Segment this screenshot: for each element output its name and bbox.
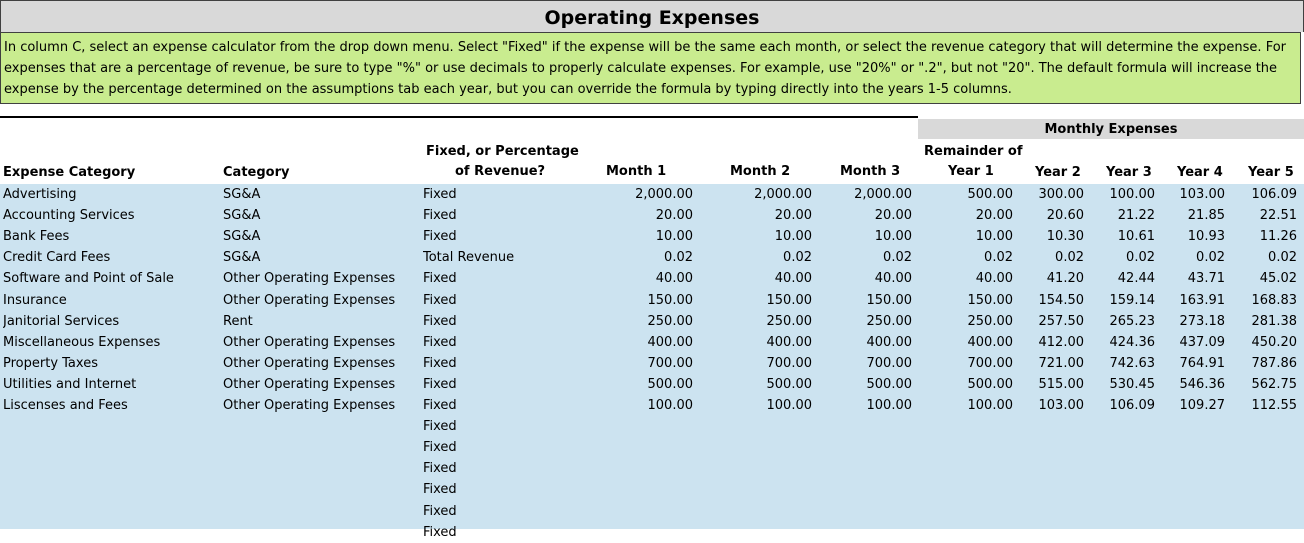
expense-category-cell[interactable] bbox=[3, 416, 218, 437]
month-3-cell[interactable]: 150.00 bbox=[866, 292, 912, 308]
remainder-year-1-cell[interactable]: 0.02 bbox=[984, 250, 1013, 266]
year-5-cell[interactable]: 22.51 bbox=[1259, 208, 1297, 224]
expense-category-cell[interactable]: Liscenses and Fees bbox=[3, 398, 128, 413]
year-2-cell[interactable]: 412.00 bbox=[1038, 334, 1084, 350]
month-3-cell[interactable] bbox=[820, 479, 912, 500]
year-2-cell[interactable]: 257.50 bbox=[1038, 313, 1084, 329]
month-3-cell[interactable]: 2,000.00 bbox=[854, 187, 912, 202]
table-row bbox=[0, 458, 1304, 479]
month-3-cell[interactable]: 700.00 bbox=[866, 355, 912, 371]
expense-category-cell[interactable] bbox=[3, 458, 218, 479]
year-2-cell[interactable] bbox=[1020, 416, 1084, 437]
expense-category-cell[interactable]: Insurance bbox=[3, 292, 67, 308]
year-4-cell[interactable]: 21.85 bbox=[1187, 208, 1225, 224]
header-fixed-line1: Fixed, or Percentage bbox=[426, 144, 579, 159]
year-2-cell[interactable] bbox=[1020, 437, 1084, 458]
year-4-cell[interactable] bbox=[1160, 437, 1225, 458]
year-2-cell[interactable] bbox=[1020, 458, 1084, 479]
month-2-cell[interactable] bbox=[720, 501, 812, 522]
expense-category-cell[interactable]: Accounting Services bbox=[3, 208, 135, 224]
expense-category-cell[interactable]: Janitorial Services bbox=[3, 313, 120, 329]
month-2-cell[interactable] bbox=[720, 522, 812, 543]
year-5-cell[interactable] bbox=[1230, 501, 1297, 522]
month-2-cell[interactable]: 150.00 bbox=[766, 292, 812, 308]
month-1-cell[interactable] bbox=[600, 416, 693, 437]
month-1-cell[interactable]: 2,000.00 bbox=[635, 187, 693, 202]
expense-category-cell[interactable]: Credit Card Fees bbox=[3, 250, 111, 266]
month-2-cell[interactable] bbox=[720, 479, 812, 500]
year-2-cell[interactable]: 103.00 bbox=[1038, 398, 1084, 413]
year-3-cell[interactable]: 530.45 bbox=[1109, 376, 1155, 392]
expense-category-cell[interactable]: Miscellaneous Expenses bbox=[3, 334, 161, 350]
category-cell[interactable] bbox=[223, 416, 418, 437]
month-1-cell[interactable] bbox=[600, 479, 693, 500]
month-3-cell[interactable] bbox=[820, 416, 912, 437]
header-remainder-line2: Year 1 bbox=[948, 164, 994, 179]
table-row bbox=[0, 247, 1304, 268]
category-cell[interactable]: Other Operating Expenses bbox=[223, 292, 396, 308]
year-3-cell[interactable]: 265.23 bbox=[1109, 313, 1155, 329]
category-cell[interactable]: Rent bbox=[223, 313, 253, 329]
calculator-type-cell[interactable]: Fixed bbox=[423, 398, 457, 413]
month-1-cell[interactable]: 400.00 bbox=[647, 334, 693, 350]
month-1-cell[interactable]: 100.00 bbox=[647, 398, 693, 413]
year-3-cell[interactable]: 742.63 bbox=[1109, 355, 1155, 371]
month-3-cell[interactable]: 400.00 bbox=[866, 334, 912, 350]
year-4-cell[interactable] bbox=[1160, 479, 1225, 500]
category-cell[interactable] bbox=[223, 522, 418, 543]
calculator-type-cell[interactable]: Fixed bbox=[423, 524, 457, 540]
category-cell[interactable]: Other Operating Expenses bbox=[223, 376, 396, 392]
month-3-cell[interactable] bbox=[820, 437, 912, 458]
year-3-cell[interactable]: 424.36 bbox=[1109, 334, 1155, 350]
year-5-cell[interactable]: 0.02 bbox=[1268, 250, 1297, 266]
month-2-cell[interactable] bbox=[720, 458, 812, 479]
remainder-year-1-cell[interactable]: 20.00 bbox=[975, 208, 1013, 224]
year-4-cell[interactable]: 764.91 bbox=[1179, 355, 1225, 371]
remainder-year-1-cell[interactable]: 150.00 bbox=[967, 292, 1013, 308]
table-row bbox=[0, 416, 1304, 437]
table-row bbox=[0, 226, 1304, 247]
year-4-cell[interactable]: 109.27 bbox=[1179, 398, 1225, 413]
year-5-cell[interactable]: 450.20 bbox=[1251, 334, 1297, 350]
remainder-year-1-cell[interactable] bbox=[920, 458, 1013, 479]
year-4-cell[interactable]: 43.71 bbox=[1187, 271, 1225, 287]
year-5-cell[interactable] bbox=[1230, 416, 1297, 437]
remainder-year-1-cell[interactable]: 500.00 bbox=[967, 187, 1013, 202]
month-2-cell[interactable]: 2,000.00 bbox=[754, 187, 812, 202]
table-row bbox=[0, 437, 1304, 458]
month-3-cell[interactable] bbox=[820, 501, 912, 522]
remainder-year-1-cell[interactable]: 10.00 bbox=[975, 229, 1013, 245]
table-row bbox=[0, 479, 1304, 500]
table-row bbox=[0, 332, 1304, 353]
remainder-year-1-cell[interactable] bbox=[920, 479, 1013, 500]
month-1-cell[interactable] bbox=[600, 458, 693, 479]
calculator-type-cell[interactable]: Fixed bbox=[423, 376, 457, 392]
year-4-cell[interactable] bbox=[1160, 458, 1225, 479]
year-2-cell[interactable]: 721.00 bbox=[1038, 355, 1084, 371]
month-3-cell[interactable]: 10.00 bbox=[874, 229, 912, 245]
calculator-type-cell[interactable]: Fixed bbox=[423, 208, 457, 224]
calculator-type-cell[interactable]: Fixed bbox=[423, 482, 457, 498]
year-4-cell[interactable] bbox=[1160, 501, 1225, 522]
remainder-year-1-cell[interactable] bbox=[920, 501, 1013, 522]
year-2-cell[interactable]: 0.02 bbox=[1055, 250, 1084, 266]
month-2-cell[interactable]: 700.00 bbox=[766, 355, 812, 371]
calculator-type-cell[interactable]: Fixed bbox=[423, 229, 457, 245]
year-3-cell[interactable]: 42.44 bbox=[1117, 271, 1155, 287]
month-2-cell[interactable]: 250.00 bbox=[766, 313, 812, 329]
year-2-cell[interactable]: 154.50 bbox=[1038, 292, 1084, 308]
month-1-cell[interactable] bbox=[600, 501, 693, 522]
remainder-year-1-cell[interactable] bbox=[920, 522, 1013, 543]
header-year-4: Year 4 bbox=[1177, 165, 1223, 180]
calculator-type-cell[interactable]: Total Revenue bbox=[423, 250, 515, 266]
month-1-cell[interactable]: 150.00 bbox=[647, 292, 693, 308]
year-3-cell[interactable] bbox=[1090, 479, 1155, 500]
month-3-cell[interactable] bbox=[820, 458, 912, 479]
table-row bbox=[0, 311, 1304, 332]
year-4-cell[interactable]: 437.09 bbox=[1179, 334, 1225, 350]
month-2-cell[interactable]: 10.00 bbox=[774, 229, 812, 245]
expense-category-cell[interactable] bbox=[3, 501, 218, 522]
year-5-cell[interactable]: 45.02 bbox=[1259, 271, 1297, 287]
calculator-type-cell[interactable]: Fixed bbox=[423, 271, 457, 287]
expense-category-cell[interactable] bbox=[3, 479, 218, 500]
month-1-cell[interactable]: 20.00 bbox=[655, 208, 693, 224]
year-5-cell[interactable]: 787.86 bbox=[1251, 355, 1297, 371]
instructions-text: In column C, select an expense calculator from the drop down menu. Select "Fixed" if the expense will be the same each month, or select the revenue category that will determine the expense. For expenses that are a percentage of revenue, be sure to type "%" or use decimals to properly calculate expenses. For example, use "20%" or ".2", but not "20". The default formula will increase the expense by the percentage determined on the assumptions tab each year, but you can override the formula by typing directly into the years 1-5 columns. bbox=[0, 32, 1301, 104]
header-fixed-line2: of Revenue? bbox=[455, 164, 546, 179]
monthly-expenses-header: Monthly Expenses bbox=[918, 119, 1304, 139]
year-3-cell[interactable]: 0.02 bbox=[1126, 250, 1155, 266]
category-cell[interactable]: SG&A bbox=[223, 208, 261, 224]
expense-category-cell[interactable]: Software and Point of Sale bbox=[3, 271, 174, 287]
remainder-year-1-cell[interactable]: 400.00 bbox=[967, 334, 1013, 350]
calculator-type-cell[interactable]: Fixed bbox=[423, 503, 457, 519]
header-year-3: Year 3 bbox=[1106, 165, 1152, 180]
month-1-cell[interactable]: 700.00 bbox=[647, 355, 693, 371]
year-3-cell[interactable]: 10.61 bbox=[1117, 229, 1155, 245]
year-3-cell[interactable]: 21.22 bbox=[1117, 208, 1155, 224]
expense-category-cell[interactable] bbox=[3, 437, 218, 458]
month-1-cell[interactable]: 500.00 bbox=[647, 376, 693, 392]
category-cell[interactable]: SG&A bbox=[223, 229, 261, 245]
calculator-type-cell[interactable]: Fixed bbox=[423, 461, 457, 477]
remainder-year-1-cell[interactable]: 100.00 bbox=[967, 398, 1013, 413]
month-2-cell[interactable]: 0.02 bbox=[783, 250, 812, 266]
month-3-cell[interactable]: 40.00 bbox=[874, 271, 912, 287]
remainder-year-1-cell[interactable] bbox=[920, 437, 1013, 458]
table-row bbox=[0, 501, 1304, 522]
table-row bbox=[0, 184, 1304, 205]
year-4-cell[interactable] bbox=[1160, 416, 1225, 437]
month-2-cell[interactable]: 20.00 bbox=[774, 208, 812, 224]
year-2-cell[interactable] bbox=[1020, 479, 1084, 500]
calculator-type-cell[interactable]: Fixed bbox=[423, 419, 457, 435]
year-3-cell[interactable] bbox=[1090, 437, 1155, 458]
table-row bbox=[0, 290, 1304, 311]
month-2-cell[interactable] bbox=[720, 437, 812, 458]
table-row bbox=[0, 395, 1304, 416]
month-2-cell[interactable]: 40.00 bbox=[774, 271, 812, 287]
year-5-cell[interactable]: 106.09 bbox=[1251, 187, 1297, 202]
table-row bbox=[0, 522, 1304, 543]
month-1-cell[interactable] bbox=[600, 522, 693, 543]
calculator-type-cell[interactable]: Fixed bbox=[423, 440, 457, 456]
table-row bbox=[0, 353, 1304, 374]
header-year-5: Year 5 bbox=[1248, 165, 1294, 180]
month-2-cell[interactable]: 400.00 bbox=[766, 334, 812, 350]
remainder-year-1-cell[interactable]: 250.00 bbox=[967, 313, 1013, 329]
expense-category-cell[interactable]: Property Taxes bbox=[3, 355, 98, 371]
year-5-cell[interactable] bbox=[1230, 458, 1297, 479]
remainder-year-1-cell[interactable]: 700.00 bbox=[967, 355, 1013, 371]
header-expense-category: Expense Category bbox=[3, 165, 136, 180]
expense-category-cell[interactable] bbox=[3, 522, 218, 543]
year-2-cell[interactable]: 10.30 bbox=[1046, 229, 1084, 245]
year-3-cell[interactable]: 100.00 bbox=[1109, 187, 1155, 202]
year-5-cell[interactable]: 281.38 bbox=[1251, 313, 1297, 329]
calculator-type-cell[interactable]: Fixed bbox=[423, 355, 457, 371]
calculator-type-cell[interactable]: Fixed bbox=[423, 292, 457, 308]
header-divider bbox=[0, 116, 918, 118]
month-1-cell[interactable] bbox=[600, 437, 693, 458]
year-5-cell[interactable]: 11.26 bbox=[1259, 229, 1297, 245]
expense-category-cell[interactable]: Advertising bbox=[3, 187, 77, 202]
year-5-cell[interactable]: 168.83 bbox=[1251, 292, 1297, 308]
year-5-cell[interactable] bbox=[1230, 437, 1297, 458]
remainder-year-1-cell[interactable] bbox=[920, 416, 1013, 437]
category-cell[interactable]: Other Operating Expenses bbox=[223, 271, 396, 287]
category-cell[interactable]: SG&A bbox=[223, 187, 261, 202]
year-4-cell[interactable] bbox=[1160, 522, 1225, 543]
year-3-cell[interactable]: 106.09 bbox=[1109, 398, 1155, 413]
header-month-3: Month 3 bbox=[840, 164, 901, 179]
table-row bbox=[0, 205, 1304, 226]
category-cell[interactable] bbox=[223, 501, 418, 522]
expense-category-cell[interactable]: Bank Fees bbox=[3, 229, 70, 245]
year-2-cell[interactable]: 41.20 bbox=[1046, 271, 1084, 287]
year-4-cell[interactable]: 10.93 bbox=[1187, 229, 1225, 245]
year-5-cell[interactable] bbox=[1230, 479, 1297, 500]
year-2-cell[interactable]: 515.00 bbox=[1038, 376, 1084, 392]
month-3-cell[interactable] bbox=[820, 522, 912, 543]
year-3-cell[interactable] bbox=[1090, 501, 1155, 522]
category-cell[interactable] bbox=[223, 437, 418, 458]
month-1-cell[interactable]: 0.02 bbox=[664, 250, 693, 266]
calculator-type-cell[interactable]: Fixed bbox=[423, 334, 457, 350]
category-cell[interactable]: Other Operating Expenses bbox=[223, 398, 396, 413]
month-2-cell[interactable] bbox=[720, 416, 812, 437]
remainder-year-1-cell[interactable]: 40.00 bbox=[975, 271, 1013, 287]
year-5-cell[interactable]: 112.55 bbox=[1251, 398, 1297, 413]
year-5-cell[interactable]: 562.75 bbox=[1251, 376, 1297, 392]
category-cell[interactable]: SG&A bbox=[223, 250, 261, 266]
month-2-cell[interactable]: 500.00 bbox=[766, 376, 812, 392]
header-month-1: Month 1 bbox=[606, 164, 667, 179]
header-month-2: Month 2 bbox=[730, 164, 791, 179]
year-4-cell[interactable]: 0.02 bbox=[1196, 250, 1225, 266]
expense-category-cell[interactable]: Utilities and Internet bbox=[3, 376, 137, 392]
year-2-cell[interactable]: 300.00 bbox=[1038, 187, 1084, 202]
month-3-cell[interactable]: 250.00 bbox=[866, 313, 912, 329]
year-4-cell[interactable]: 546.36 bbox=[1179, 376, 1225, 392]
year-4-cell[interactable]: 103.00 bbox=[1179, 187, 1225, 202]
year-5-cell[interactable] bbox=[1230, 522, 1297, 543]
month-3-cell[interactable]: 20.00 bbox=[874, 208, 912, 224]
remainder-year-1-cell[interactable]: 500.00 bbox=[967, 376, 1013, 392]
year-3-cell[interactable] bbox=[1090, 416, 1155, 437]
year-4-cell[interactable]: 163.91 bbox=[1179, 292, 1225, 308]
calculator-type-cell[interactable]: Fixed bbox=[423, 187, 457, 202]
category-cell[interactable]: Other Operating Expenses bbox=[223, 334, 396, 350]
table-row bbox=[0, 268, 1304, 289]
month-3-cell[interactable]: 500.00 bbox=[866, 376, 912, 392]
month-1-cell[interactable]: 40.00 bbox=[655, 271, 693, 287]
month-1-cell[interactable]: 250.00 bbox=[647, 313, 693, 329]
year-4-cell[interactable]: 273.18 bbox=[1179, 313, 1225, 329]
month-3-cell[interactable]: 100.00 bbox=[866, 398, 912, 413]
calculator-type-cell[interactable]: Fixed bbox=[423, 313, 457, 329]
year-3-cell[interactable] bbox=[1090, 458, 1155, 479]
category-cell[interactable]: Other Operating Expenses bbox=[223, 355, 396, 371]
month-2-cell[interactable]: 100.00 bbox=[766, 398, 812, 413]
table-row bbox=[0, 374, 1304, 395]
year-3-cell[interactable]: 159.14 bbox=[1109, 292, 1155, 308]
month-1-cell[interactable]: 10.00 bbox=[655, 229, 693, 245]
header-category: Category bbox=[223, 165, 290, 180]
year-2-cell[interactable] bbox=[1020, 501, 1084, 522]
sheet-title: Operating Expenses bbox=[0, 0, 1304, 32]
header-remainder-line1: Remainder of bbox=[924, 144, 1023, 159]
year-2-cell[interactable] bbox=[1020, 522, 1084, 543]
year-3-cell[interactable] bbox=[1090, 522, 1155, 543]
year-2-cell[interactable]: 20.60 bbox=[1046, 208, 1084, 224]
month-3-cell[interactable]: 0.02 bbox=[883, 250, 912, 266]
header-year-2: Year 2 bbox=[1035, 165, 1081, 180]
category-cell[interactable] bbox=[223, 479, 418, 500]
category-cell[interactable] bbox=[223, 458, 418, 479]
